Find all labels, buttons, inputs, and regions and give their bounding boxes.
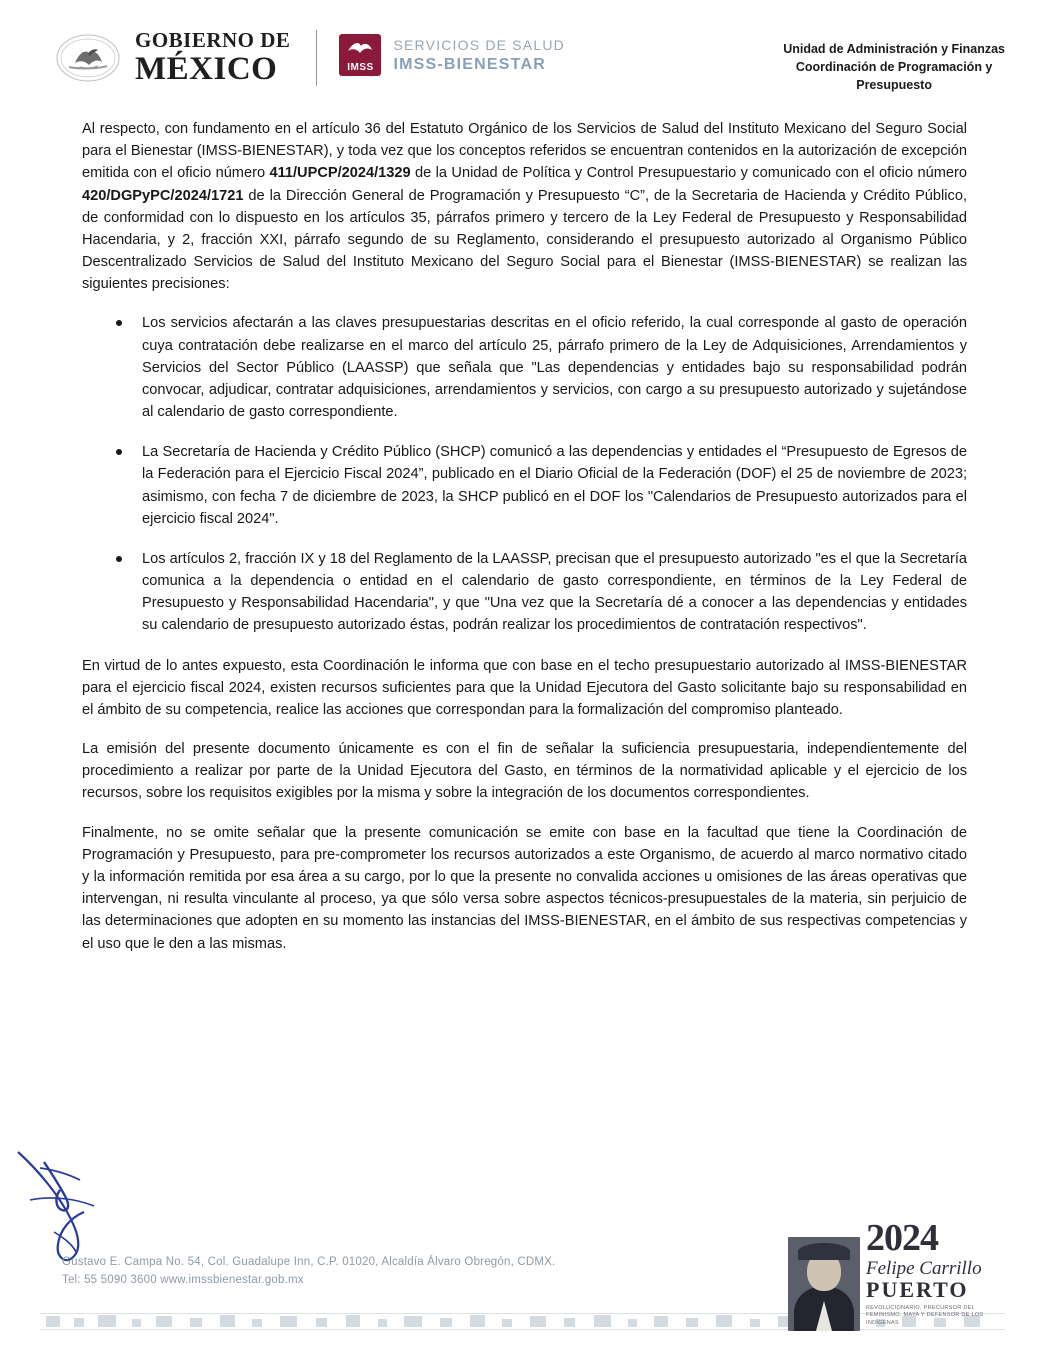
- paragraph-intro-part-c: de la Unidad de Política y Control Presupuestario y comunicado con el oficio número: [410, 165, 967, 182]
- gobierno-de-mexico-wordmark: [135, 30, 290, 86]
- badge-name: Felipe Carrillo: [866, 1257, 982, 1279]
- imss-line-1: SERVICIOS DE SALUD: [393, 36, 565, 53]
- document-header: [55, 26, 1005, 98]
- felipe-carrillo-puerto-portrait: [788, 1237, 860, 1331]
- gob-line-1: GOBIERNO DE: [135, 28, 291, 52]
- list-item: Los artículos 2, fracción IX y 18 del Reglamento de la LAASSP, precisan que el presupuesto autorizado "es el que la Secretaría comunica a la dependencia o entidad en el calendario de gasto correspondiente, en términos de la Ley Federal de Presupuesto y Responsabilidad Hacendaria", y que "Una vez que la Secretaría dé a conocer a las dependencias y entidades su calendario de presupuesto autorizado éstas, podrán realizar los procedimientos de contratación respectivos".: [82, 548, 967, 637]
- header-unit-line-3: Presupuesto: [856, 78, 932, 93]
- imss-logo-text: IMSS: [347, 62, 374, 73]
- paragraph-virtud: En virtud de lo antes expuesto, esta Coordinación le informa que con base en el techo presupuestario autorizado al IMSS-BIENESTAR para el ejercicio fiscal 2024, existen recursos suficientes para que la Unidad Ejecutora del Gasto solicitante bajo su responsabilidad en el ámbito de su competencia, realice las acciones que correspondan para la formalización del compromiso planteado.: [82, 657, 967, 718]
- badge-year: 2024: [866, 1216, 938, 1259]
- paragraph-finalmente: Finalmente, no se omite señalar que la presente comunicación se emite con base en la facultad que tiene la Coordinación de Programación y Presupuesto, para pre-comprometer los recursos autorizados a este Organismo, de acuerdo al marco normativo citado y la información remitida por esa área a su cargo, por lo que la presente no convalida acciones u omisiones de las áreas operativas que intervengan, ni resulta vinculante al proceso, ya que sólo versa sobre aspectos técnicos-presupuestales de la materia, sin perjuicio de las determinaciones que adopten en su momento las instancias del IMSS-BIENESTAR, en el ámbito de sus respectivas competencias y el uso que le den a las mismas.: [82, 824, 967, 952]
- badge-surname: PUERTO: [866, 1276, 969, 1302]
- footer-contact: Tel: 55 5090 3600 www.imssbienestar.gob.mx: [62, 1274, 304, 1287]
- header-unit-line-2: Coordinación de Programación y: [795, 60, 993, 75]
- document-body: [82, 118, 967, 972]
- document-footer: [62, 1254, 555, 1290]
- paragraph-intro: [82, 118, 967, 295]
- imss-wordmark: [393, 37, 565, 74]
- oficio-number-1: 411/UPCP/2024/1329: [269, 165, 411, 182]
- paragraph-intro-part-a: Al respecto, con fundamento en el artículo 36 del Estatuto Orgánico de los Servicios de Salud del Instituto Mexicano del Seguro Social para el Bienestar (IMSS-BIENESTAR), y toda vez que los conceptos referidos se encuentran contenidos en la autorización de excepción emitida con el oficio número: [82, 121, 967, 182]
- paragraph-emision: La emisión del presente documento únicamente es con el fin de señalar la suficiencia presupuestaria, independientemente del procedimiento a realizar por parte de la Unidad Ejecutora del Gasto, en términos de la normatividad aplicable y el ejercicio de los recursos, sobre los requisitos exigibles por la misma y sobre la integración de los documentos correspondientes.: [82, 741, 967, 802]
- gob-line-2: MÉXICO: [135, 51, 278, 87]
- mexican-eagle-seal-icon: [55, 33, 121, 83]
- gobierno-de-mexico-logo: [55, 26, 290, 86]
- imss-line-2: IMSS-BIENESTAR: [393, 55, 546, 73]
- year-2024-badge: [788, 1216, 1003, 1331]
- badge-subtext: REVOLUCIONARIO, PRECURSOR DEL FEMINISMO, MAYA Y DEFENSOR DE LOS INDÍGENAS: [866, 1304, 984, 1326]
- imss-eagle-icon: [339, 34, 381, 76]
- imss-bienestar-logo: [339, 26, 565, 76]
- header-divider: [316, 30, 317, 86]
- header-unit-line-1: Unidad de Administración y Finanzas: [783, 42, 1005, 56]
- list-item: La Secretaría de Hacienda y Crédito Público (SHCP) comunicó a las dependencias y entidades el “Presupuesto de Egresos de la Federación para el Ejercicio Fiscal 2024”, publicado en el Diario Oficial de la Federación (DOF) el 25 de noviembre de 2023; asimismo, con fecha 7 de diciembre de 2023, la SHCP publicó en el DOF los "Calendarios de Presupuesto autorizados para el ejercicio fiscal 2024".: [82, 441, 967, 530]
- precisions-list: [82, 312, 967, 636]
- badge-text-block: [866, 1216, 1003, 1331]
- list-item: Los servicios afectarán a las claves presupuestarias descritas en el oficio referido, la cual corresponde al gasto de operación cuya contratación debe realizarse en el marco del artículo 25, párrafo primero de la Ley de Adquisiciones, Arrendamientos y Servicios del Sector Público (LAASSP) que señala que "Las dependencias y entidades bajo su responsabilidad podrán convocar, adjudicar, contratar adquisiciones, arrendamientos y servicios, con cargo a su presupuesto autorizado y sujetándose al calendario de gasto correspondiente.: [82, 312, 967, 423]
- header-unit-title: [783, 26, 1005, 94]
- footer-address: Gustavo E. Campa No. 54, Col. Guadalupe Inn, C.P. 01020, Alcaldía Álvaro Obregón, CDMX.: [62, 1256, 556, 1268]
- oficio-number-2: 420/DGPyPC/2024/1721: [82, 187, 244, 204]
- paragraph-intro-part-e: de la Dirección General de Programación y Presupuesto “C”, de la Secretaria de Hacienda y Crédito Público, de conformidad con lo dispuesto en los artículos 35, párrafos primero y tercero de la Ley Federal de Presupuesto y Responsabilidad Hacendaria, y 2, fracción XXI, párrafo segundo de su Reglamento, considerando el presupuesto autorizado al Organismo Público Descentralizado Servicios de Salud del Instituto Mexicano del Seguro Social para el Bienestar (IMSS-BIENESTAR) se realizan las siguientes precisiones:: [82, 187, 967, 293]
